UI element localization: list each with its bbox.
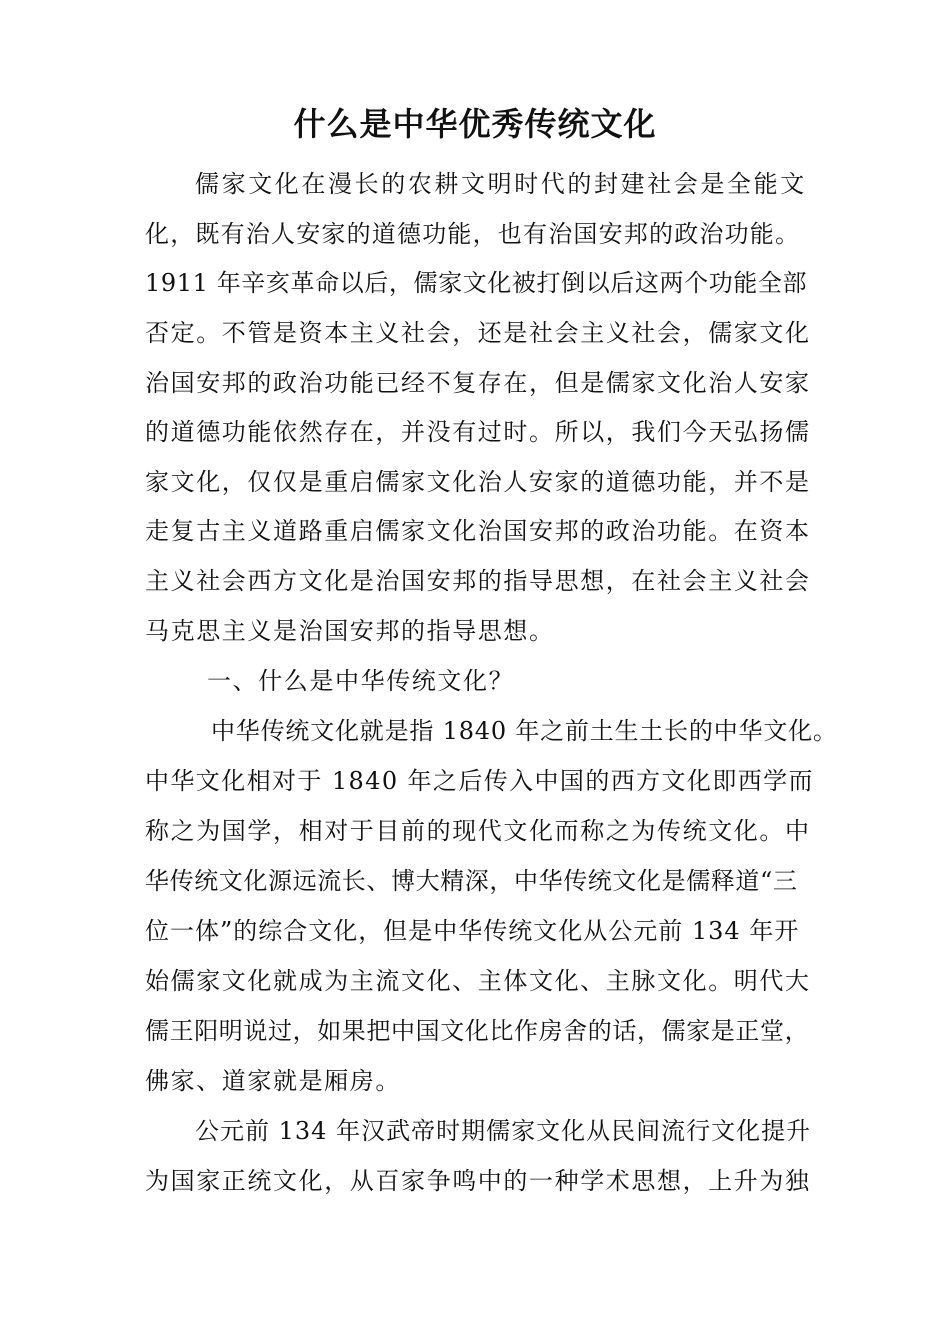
paragraph-line: 化，既有治人安家的道德功能，也有治国安邦的政治功能。 <box>145 220 801 248</box>
section-heading: 一、什么是中华传统文化？ <box>207 667 515 695</box>
section-paragraph-line: 中华文化相对于 1840 年之后传入中国的西方文化即西学而 <box>145 767 814 795</box>
section-paragraph-line: 称之为国学，相对于目前的现代文化而称之为传统文化。中 <box>145 817 811 845</box>
closing-paragraph-line: 公元前 134 年汉武帝时期儒家文化从民间流行文化提升 <box>195 1117 812 1145</box>
section-paragraph-line: 佛家、道家就是厢房。 <box>145 1067 401 1095</box>
paragraph-line: 家文化，仅仅是重启儒家文化治人安家的道德功能，并不是 <box>145 468 811 496</box>
paragraph-line: 1911 年辛亥革命以后，儒家文化被打倒以后这两个功能全部 <box>145 269 808 297</box>
paragraph-line: 马克思主义是治国安邦的指导思想。 <box>145 617 555 645</box>
document-title: 什么是中华优秀传统文化 <box>293 105 657 143</box>
paragraph-line: 治国安邦的政治功能已经不复存在，但是儒家文化治人安家 <box>145 369 811 397</box>
paragraph-line: 走复古主义道路重启儒家文化治国安邦的政治功能。在资本 <box>145 517 811 545</box>
paragraph-line: 儒家文化在漫长的农耕文明时代的封建社会是全能文 <box>195 170 807 198</box>
section-paragraph-line: 儒王阳明说过，如果把中国文化比作房舍的话，儒家是正堂， <box>145 1017 810 1045</box>
section-paragraph-line: 位一体”的综合文化，但是中华传统文化从公元前 134 年开 <box>145 917 800 945</box>
closing-paragraph-line: 为国家正统文化，从百家争鸣中的一种学术思想，上升为独 <box>145 1167 811 1195</box>
paragraph-line: 否定。不管是资本主义社会，还是社会主义社会，儒家文化 <box>145 319 811 347</box>
paragraph-line: 的道德功能依然存在，并没有过时。所以，我们今天弘扬儒 <box>145 418 811 446</box>
section-paragraph-line: 华传统文化源远流长、博大精深，中华传统文化是儒释道“三 <box>145 867 798 895</box>
section-paragraph-line: 始儒家文化就成为主流文化、主体文化、主脉文化。明代大 <box>145 967 811 995</box>
section-paragraph-line: 中华传统文化就是指 1840 年之前土生土长的中华文化。 <box>211 717 838 745</box>
paragraph-line: 主义社会西方文化是治国安邦的指导思想，在社会主义社会 <box>145 567 811 595</box>
